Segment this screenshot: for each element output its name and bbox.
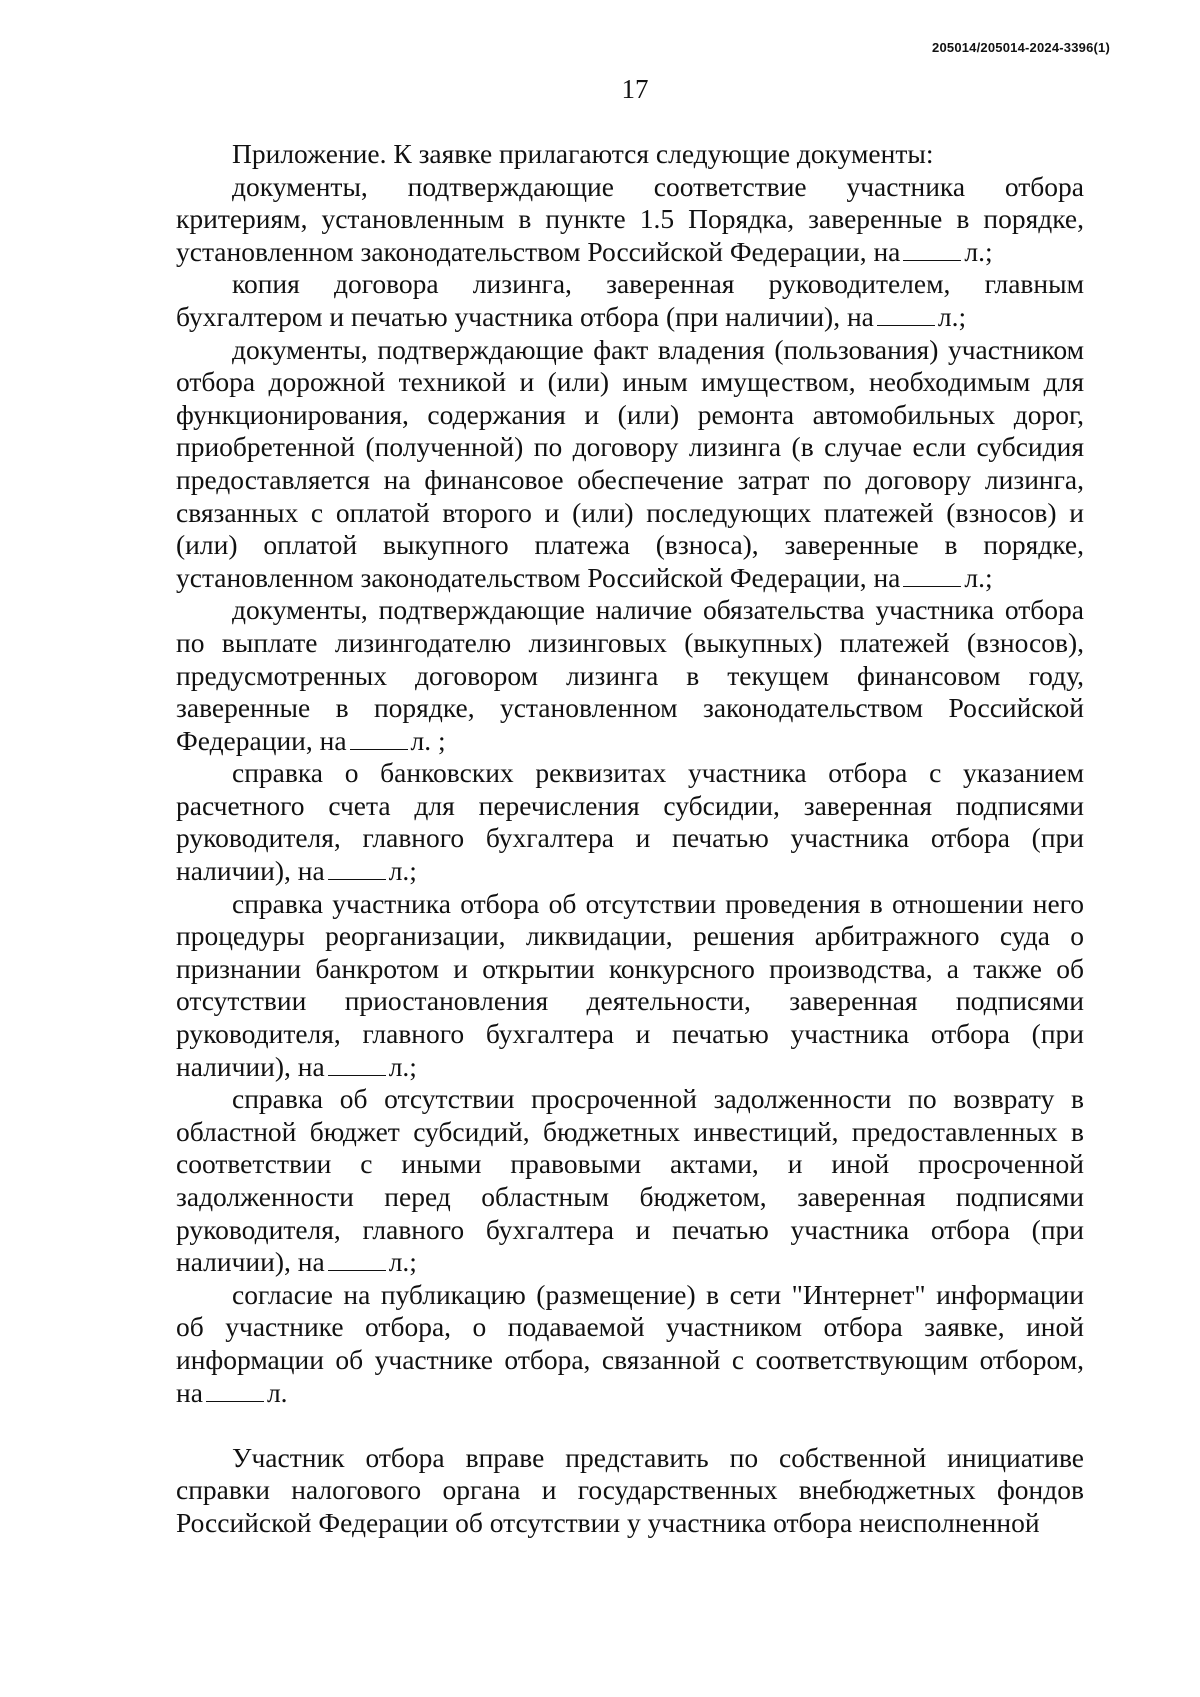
attachment-item-suffix: л. ; bbox=[410, 724, 446, 756]
page-count-blank bbox=[903, 240, 961, 261]
closing-paragraph: Участник отбора вправе представить по собственной инициативе справки налогового органа и государственных внебюджетных фондов Российской Федерации об отсутствии у участника отбора неисполненной bbox=[176, 1441, 1084, 1538]
attachment-item bbox=[176, 757, 1084, 887]
attachment-item bbox=[176, 334, 1084, 595]
attachment-item-text: документы, подтверждающие факт владения (пользования) участником отбора дорожной техникой и (или) иным имуществом, необходимым для функционирования, содержания и (или) ремонта автомобильных дорог, приобретенной (полученной) по договору лизинга (в случае если субсидия предоставляется на финансовое обеспечение затрат по договору лизинга, связанных с оплатой второго и (или) последующих платежей (взносов) и (или) оплатой выкупного платежа (взноса), заверенные в порядке, установленном законодательством Российской Федерации, на bbox=[176, 333, 1084, 593]
attachment-item-suffix: л. bbox=[266, 1376, 288, 1408]
attachment-item bbox=[176, 594, 1084, 757]
attachments-intro: Приложение. К заявке прилагаются следующие документы: bbox=[232, 138, 934, 169]
attachment-item bbox=[176, 888, 1084, 1084]
page-count-blank bbox=[903, 566, 961, 587]
page-count-blank bbox=[206, 1381, 264, 1402]
attachment-item-suffix: л.; bbox=[964, 561, 993, 593]
attachment-item-text: справка участника отбора об отсутствии проведения в отношении него процедуры реорганизации, ликвидации, решения арбитражного суда о признании банкротом и открытии конкурсного производства, а также об отсутствии приостановления деятельности, заверенная подписями руководителя, главного бухгалтера и печатью участника отбора (при наличии), на bbox=[176, 887, 1084, 1082]
page-count-blank bbox=[328, 859, 386, 880]
attachment-item-suffix: л.; bbox=[937, 300, 967, 332]
attachment-item bbox=[176, 171, 1084, 269]
attachment-item-text: документы, подтверждающие наличие обязательства участника отбора по выплате лизингодателю лизинговых (выкупных) платежей (взносов), предусмотренных договором лизинга в текущем финансовом году, заверенные в порядке, установленном законодательством Российской Федерации, на bbox=[176, 594, 1084, 756]
page-count-blank bbox=[328, 1250, 386, 1271]
attachment-item-text: согласие на публикацию (размещение) в сети "Интернет" информации об участнике отбора, о подаваемой участником отбора заявке, иной информации об участнике отбора, связанной с соответствующим отбором, на bbox=[176, 1278, 1084, 1408]
page-count-blank bbox=[877, 305, 935, 326]
attachment-item bbox=[176, 268, 1084, 333]
attachment-item-suffix: л.; bbox=[388, 1246, 417, 1278]
attachment-item-suffix: л.; bbox=[388, 1050, 417, 1082]
attachment-item-text: справка о банковских реквизитах участника отбора с указанием расчетного счета для перечисления субсидии, заверенная подписями руководителя, главного бухгалтера и печатью участника отбора (при наличии), на bbox=[176, 757, 1084, 887]
attachment-item-suffix: л.; bbox=[964, 235, 993, 267]
attachment-item-text: копия договора лизинга, заверенная руководителем, главным бухгалтером и печатью участника отбора (при наличии), на bbox=[176, 268, 1084, 332]
attachment-item bbox=[176, 1279, 1084, 1409]
attachment-item-text: справка об отсутствии просроченной задолженности по возврату в областной бюджет субсидий, бюджетных инвестиций, предоставленных в соответствии с иными правовыми актами, и иной просроченной задолженности перед областным бюджетом, заверенная подписями руководителя, главного бухгалтера и печатью участника отбора (при наличии), на bbox=[176, 1083, 1084, 1278]
attachment-item-text: документы, подтверждающие соответствие участника отбора критериям, установленным в пункте 1.5 Порядка, заверенные в порядке, установленном законодательством Российской Федерации, на bbox=[176, 170, 1084, 267]
page-number: 17 bbox=[621, 74, 649, 104]
document-body bbox=[176, 138, 1084, 1540]
page-count-blank bbox=[328, 1055, 386, 1076]
attachment-item bbox=[176, 1083, 1084, 1279]
document-id: 205014/205014-2024-3396(1) bbox=[932, 40, 1110, 55]
attachment-item-suffix: л.; bbox=[388, 855, 417, 887]
page-count-blank bbox=[350, 729, 408, 750]
